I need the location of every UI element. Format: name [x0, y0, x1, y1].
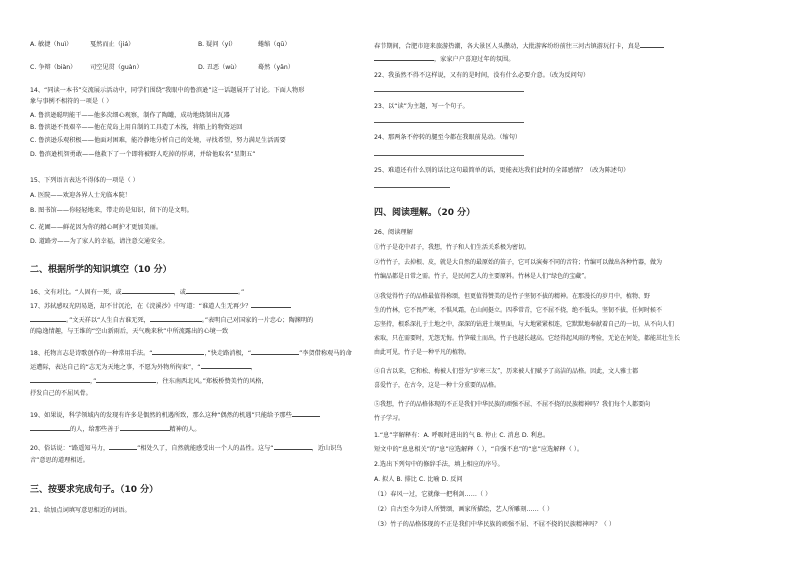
q25: 25、难道还有什么别的话比这句最简单的话，更能表达我们此时的全部感情？（改为陈述句） [374, 167, 630, 174]
q23: 23、以“读”为主题，写一个句子。 [374, 103, 469, 110]
r-text-1: 春节期间，合肥市迎来旅游热潮，各大景区人头攒动，大批游客纷纷前往三河古镇游玩打卡，真是 [374, 43, 641, 50]
option-c2: 司空见贯（guàn） [89, 64, 143, 71]
q24: 24、那两条不停转的腿至今都在我眼前晃动。（缩句） [374, 134, 522, 141]
q17-text-2: 。”文天祥以“人生自古谁无死， [66, 317, 150, 324]
passage-p3a: ③我觉得竹子的品格最值得称颂，但更值得赞美的是竹子坚韧不拔的精神。在那漫长的岁月中，植物、野 [374, 293, 651, 300]
q24-answer-line[interactable] [374, 155, 524, 156]
q20-blank-2[interactable] [274, 443, 312, 450]
q21: 21、给加点词填写意思相近的词语。 [30, 507, 131, 514]
q20-blank-1[interactable] [109, 443, 137, 450]
q14-option-d: D. 鲁滨逊机智勇敢——他救下了一个即将被野人吃掉的俘虏，并给他取名“星期五” [30, 151, 256, 158]
q14-stem-line2: 象与事例不相符的一项是（ ） [30, 98, 113, 105]
r-blank-1[interactable] [640, 41, 664, 48]
rq2-options: A. 拟人 B. 排比 C. 比喻 D. 反问 [374, 476, 463, 483]
passage-p2a: ②竹竹子，去掉根、皮，就是大自然的最原始的笛子，它可以演奏不同的音符；竹编可以做出各种竹器，做为 [374, 259, 663, 266]
q19-blank-2[interactable] [30, 424, 70, 431]
q18-text-7: ，往东南西北风。”郑板桥赞美竹的风格， [156, 378, 268, 385]
q14-option-a: A. 鲁滨逊聪明能干——他多次细心观察，制作了陶罐，成功地烧制出瓦器 [30, 112, 230, 119]
passage-p3b: 生的竹林，它不畏严寒，不惧风霜，在山间挺立。四季常青，它不屈不挠，绝不低头，坚韧不拔，任何时候不 [374, 307, 663, 314]
q19-line2 [30, 424, 200, 434]
q18-blank-1[interactable] [152, 348, 204, 355]
rq2-item3: （3）竹子的品格体现的不正是我们中华民族的顽强不屈、不屈不挠的民族精神吗？（ ） [374, 521, 616, 528]
q16-text-a: 16、文有对比。“人固有一死，或 [30, 289, 122, 296]
q14-option-b: B. 鲁滨逊不畏艰辛——他在荒岛上用自制的工具造了木筏，将船上的物资运回 [30, 124, 243, 131]
section-4-heading: 四、阅读理解。（20 分） [374, 208, 476, 218]
q17-line1 [30, 301, 291, 311]
q19-blank-1[interactable] [292, 410, 320, 417]
q19-line1 [30, 410, 320, 420]
q16 [30, 287, 244, 297]
q18-text-4: 运遭际，表达自己的“志无为天地之事，不愿为外物所拘束”，“ [30, 364, 201, 371]
q15-stem: 15、下列语言表达不得体的一项是（ ） [30, 177, 139, 184]
q17-text-1: 17、苏轼感叹光阴易逝，却不甘沉沦，在《浣溪沙》中写道：“谁道人生无再少？ [30, 303, 252, 310]
option-row-ab [30, 41, 291, 49]
q19-text-1: 19、如果说，科学领域内的发现有许多是偶然的机遇所致，那么这种“偶然的机遇”只能给予那些 [30, 412, 292, 419]
q15-option-d: D. 道路旁——为了家人的幸福，请注意交通安全。 [30, 238, 169, 245]
option-a2: 戛然而止（jiá） [89, 41, 135, 48]
q16-text-b: ，或 [173, 289, 186, 296]
option-row-cd [30, 64, 294, 72]
section-3-heading: 三、按要求完成句子。（10 分） [30, 485, 159, 495]
q17-text-3: 。”表明自己对国家的一片忠心；陶渊明的 [201, 317, 314, 324]
q18-blank-3[interactable] [201, 362, 251, 369]
q16-blank-1[interactable] [122, 287, 174, 294]
passage-p1: ①竹子是花中君子，我想，竹子和人们生活关系极为密切。 [374, 244, 531, 251]
passage-p3c: 忘坚持，根系深扎于土地之中，深深的钻进土壤里面，与大地紧紧相连，它默默地奉献着自己的一切，从不向人们 [374, 321, 675, 328]
option-c1: C. 争辩（biàn） [30, 64, 77, 71]
q19-text-3: 精神的人。 [169, 426, 201, 433]
q18-text-1: 18、托物言志是诗歌创作的一种常用手法。“ [30, 350, 153, 357]
q20-line1 [30, 443, 342, 453]
q17-blank-2[interactable] [30, 315, 66, 322]
r-text-2: ，家家户户喜迎过年的氛围。 [434, 56, 515, 63]
passage-p5a: ⑤我想，竹子的品格体现的不正是我们中华民族的顽强不屈、不屈不挠的民族精神吗？我们每个人都要向 [374, 401, 651, 408]
q18-line3 [30, 376, 268, 386]
q19-blank-3[interactable] [120, 424, 170, 431]
q18-blank-5[interactable] [96, 376, 156, 383]
q18-blank-4[interactable] [30, 376, 90, 383]
q14-option-c: C. 鲁滨逊乐观积极——他面对困难，能冷静地分析自己的处境，寻找希望，努力满足生活需要 [30, 137, 286, 144]
r-blank-2[interactable] [374, 54, 434, 61]
q20-text-1: 20、俗话说：“路遥知马力， [30, 445, 110, 452]
q16-blank-2[interactable] [186, 287, 238, 294]
r-line2 [374, 54, 514, 64]
q22-answer-line[interactable] [374, 91, 524, 92]
q20-text-3: ，近山识鸟 [311, 445, 343, 452]
q26: 26、阅读理解 [374, 229, 413, 236]
option-b2: 蜷缩（qū） [257, 41, 291, 48]
passage-p3e: 由此可见，竹子是一种平凡的植物。 [374, 349, 471, 356]
q19-text-2: 的人，给那些善于 [70, 426, 120, 433]
rq1-line1: 1.“息”字解释有：A. 呼吸时进出的气 B. 停止 C. 消息 D. 利息。 [374, 432, 550, 439]
q18-line1 [30, 348, 352, 358]
passage-p4a: ④自古以来，它和松、梅被人们誉为“岁寒三友”，历来被人们赋予了高洁的品格。因此，文人雅士都 [374, 368, 639, 375]
section-2-heading: 二、根据所学的知识填空（10 分） [30, 265, 172, 275]
q18-text-2: ，”快走路消极，“ [204, 350, 252, 357]
q14-stem-line1: 14、“同读一本书”交流展示活动中，同学们围绕“我眼中的鲁滨逊”这一话题展开了讨论。下面人物形 [30, 87, 305, 94]
q17-blank-1[interactable] [251, 301, 291, 308]
option-d1: D. 丑恶（wù） [197, 64, 241, 71]
q17-line3: 的隐逸情趣，与王维的“空山新雨后，天气晚来秋”中所流露出的心境一致 [30, 328, 229, 335]
passage-p2b: 竹编品都是日常之需。竹子，是民间艺人的主要原料。竹林是人们“绿色的宝藏”。 [374, 273, 591, 280]
rq2-item2: （2）自古至今为诗人所赞颂，画家所描绘，艺人所雕刻……（ ） [374, 506, 554, 513]
q22: 22、我虽然不得不这样说，又有的是时间，没有什么必要介意。（改为反问句） [374, 72, 590, 79]
q18-text-6: ，” [90, 378, 97, 385]
passage-p5b: 竹子学习。 [374, 415, 405, 422]
passage-p4b: 喜爱竹子，在古今，这是一种十分重要的品格。 [374, 382, 501, 389]
q18-line4: 抒发自己的不屈风骨。 [30, 390, 92, 397]
q20-line2: 音”意思的道理相近。 [30, 457, 89, 464]
q15-option-c: C. 花圃——鲜花因为你的精心呵护才更加美丽。 [30, 224, 163, 231]
q18-text-5: ， [250, 364, 257, 371]
q25-answer-line[interactable] [374, 187, 450, 188]
rq1-line2: 短文中的“息息相关”的“息”应选解释（ ），“自强不息”的“息”应选解释（ ）。 [374, 446, 584, 453]
option-d2: 蓦然（yān） [257, 64, 295, 71]
q17-line2 [30, 315, 313, 325]
q20-text-2: ”相处久了，自然就能感受出一个人的品性。这与“ [137, 445, 274, 452]
option-b1: B. 疑问（yí） [197, 41, 237, 48]
q16-text-c: 。” [237, 289, 245, 296]
rq2-stem: 2.选出下列句中的修辞手法，填上相应的序号。 [374, 461, 504, 468]
q18-text-3: ”李贺借称观马的命 [299, 350, 352, 357]
q17-blank-3[interactable] [150, 315, 202, 322]
q18-line2 [30, 362, 257, 372]
q18-blank-2[interactable] [251, 348, 299, 355]
r-line1 [374, 41, 664, 51]
option-a1: A. 敏捷（huì） [30, 41, 73, 48]
passage-p3d: 索取，只在需要时，无怨无悔。竹笋破土而出，竹子也越长越高。它经得起风雨的考验，无论在何处，都能茁壮生长 [374, 335, 681, 342]
q23-answer-line[interactable] [374, 122, 524, 123]
q15-option-b: B. 图书馆——你轻轻地来，带走的是知识，留下的是文明。 [30, 207, 193, 214]
rq2-item1: （1）春风一过，它就像一把利剑……（ ） [374, 491, 492, 498]
q15-option-a: A. 医院——欢迎各界人士光临本院！ [30, 192, 131, 199]
